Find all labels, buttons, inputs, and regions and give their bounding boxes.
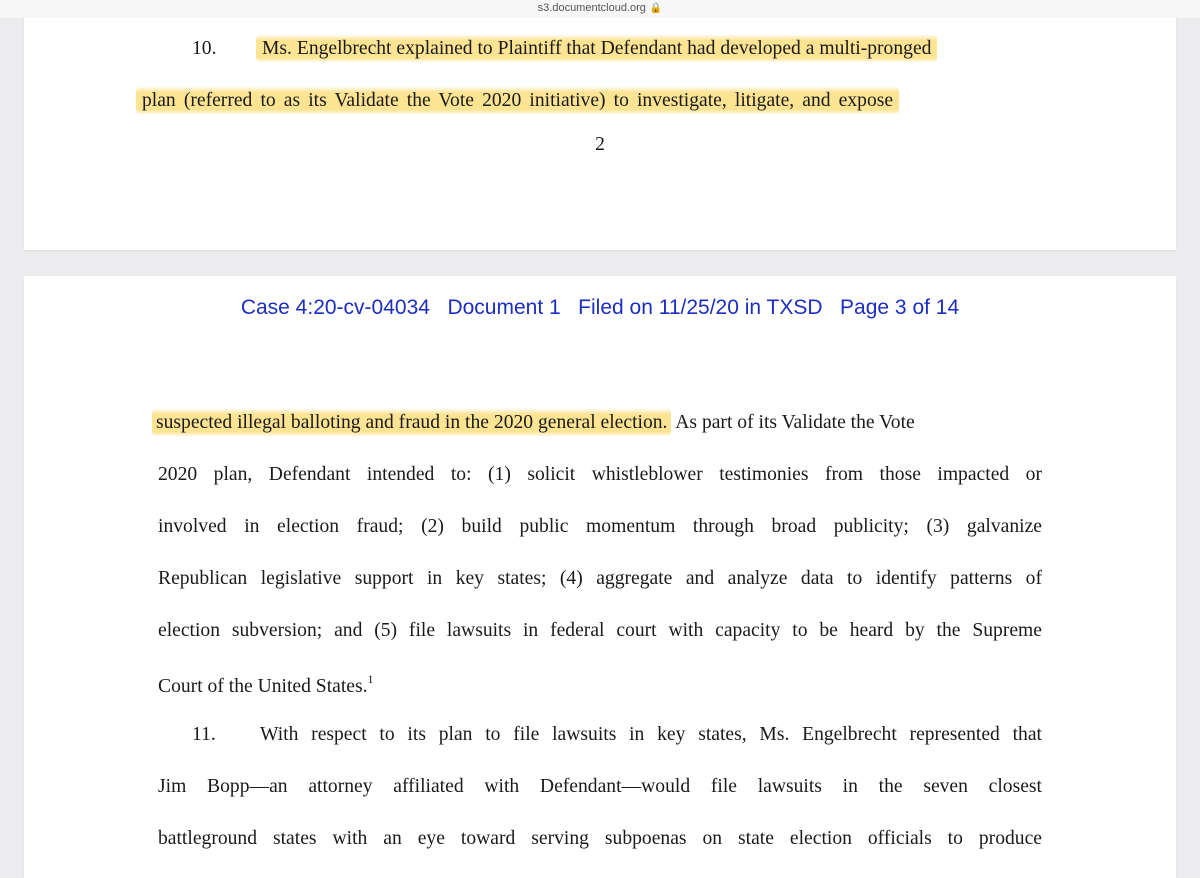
para11-line-3: battleground states with an eye toward serving subpoenas on state election officials to produce bbox=[158, 828, 1042, 849]
body-line-1 bbox=[152, 412, 915, 434]
highlighted-text: plan (referred to as its Validate the Vote 2020 initiative) to investigate, litigate, and expose bbox=[136, 86, 899, 115]
document-page-2 bbox=[24, 18, 1176, 250]
body-text: As part of its Validate the Vote bbox=[671, 412, 915, 433]
url-text: s3.documentcloud.org bbox=[537, 2, 646, 14]
body-text: Court of the United States. bbox=[158, 676, 368, 697]
body-line-6 bbox=[158, 672, 374, 698]
highlighted-text: suspected illegal balloting and fraud in the 2020 general election. bbox=[152, 408, 671, 437]
paragraph-number-11: 11. bbox=[192, 724, 216, 745]
para11-line-2: Jim Bopp—an attorney affiliated with Defendant—would file lawsuits in the seven closest bbox=[158, 776, 1042, 797]
para11-line-1: With respect to its plan to file lawsuits in key states, Ms. Engelbrecht represented that bbox=[260, 724, 1042, 745]
footnote-reference[interactable]: 1 bbox=[367, 672, 374, 686]
case-header: Case 4:20-cv-04034 Document 1 Filed on 11/25/20 in TXSD Page 3 of 14 bbox=[240, 296, 960, 319]
paragraph-number-10: 10. bbox=[192, 38, 217, 59]
address-bar[interactable] bbox=[0, 0, 1200, 18]
body-line-3: involved in election fraud; (2) build public momentum through broad publicity; (3) galvanize bbox=[158, 516, 1042, 537]
para10-line-2 bbox=[136, 90, 899, 112]
body-line-5: election subversion; and (5) file lawsuits in federal court with capacity to be heard by the Supreme bbox=[158, 620, 1042, 641]
body-line-4: Republican legislative support in key states; (4) aggregate and analyze data to identify patterns of bbox=[158, 568, 1042, 589]
para10-line-1 bbox=[256, 38, 937, 60]
lock-icon: 🔒 bbox=[649, 3, 663, 14]
highlighted-text: Ms. Engelbrecht explained to Plaintiff that Defendant had developed a multi-pronged bbox=[256, 34, 937, 63]
page-number: 2 bbox=[595, 134, 605, 155]
document-page-3 bbox=[24, 276, 1176, 878]
body-line-2: 2020 plan, Defendant intended to: (1) solicit whistleblower testimonies from those impacted or bbox=[158, 464, 1042, 485]
